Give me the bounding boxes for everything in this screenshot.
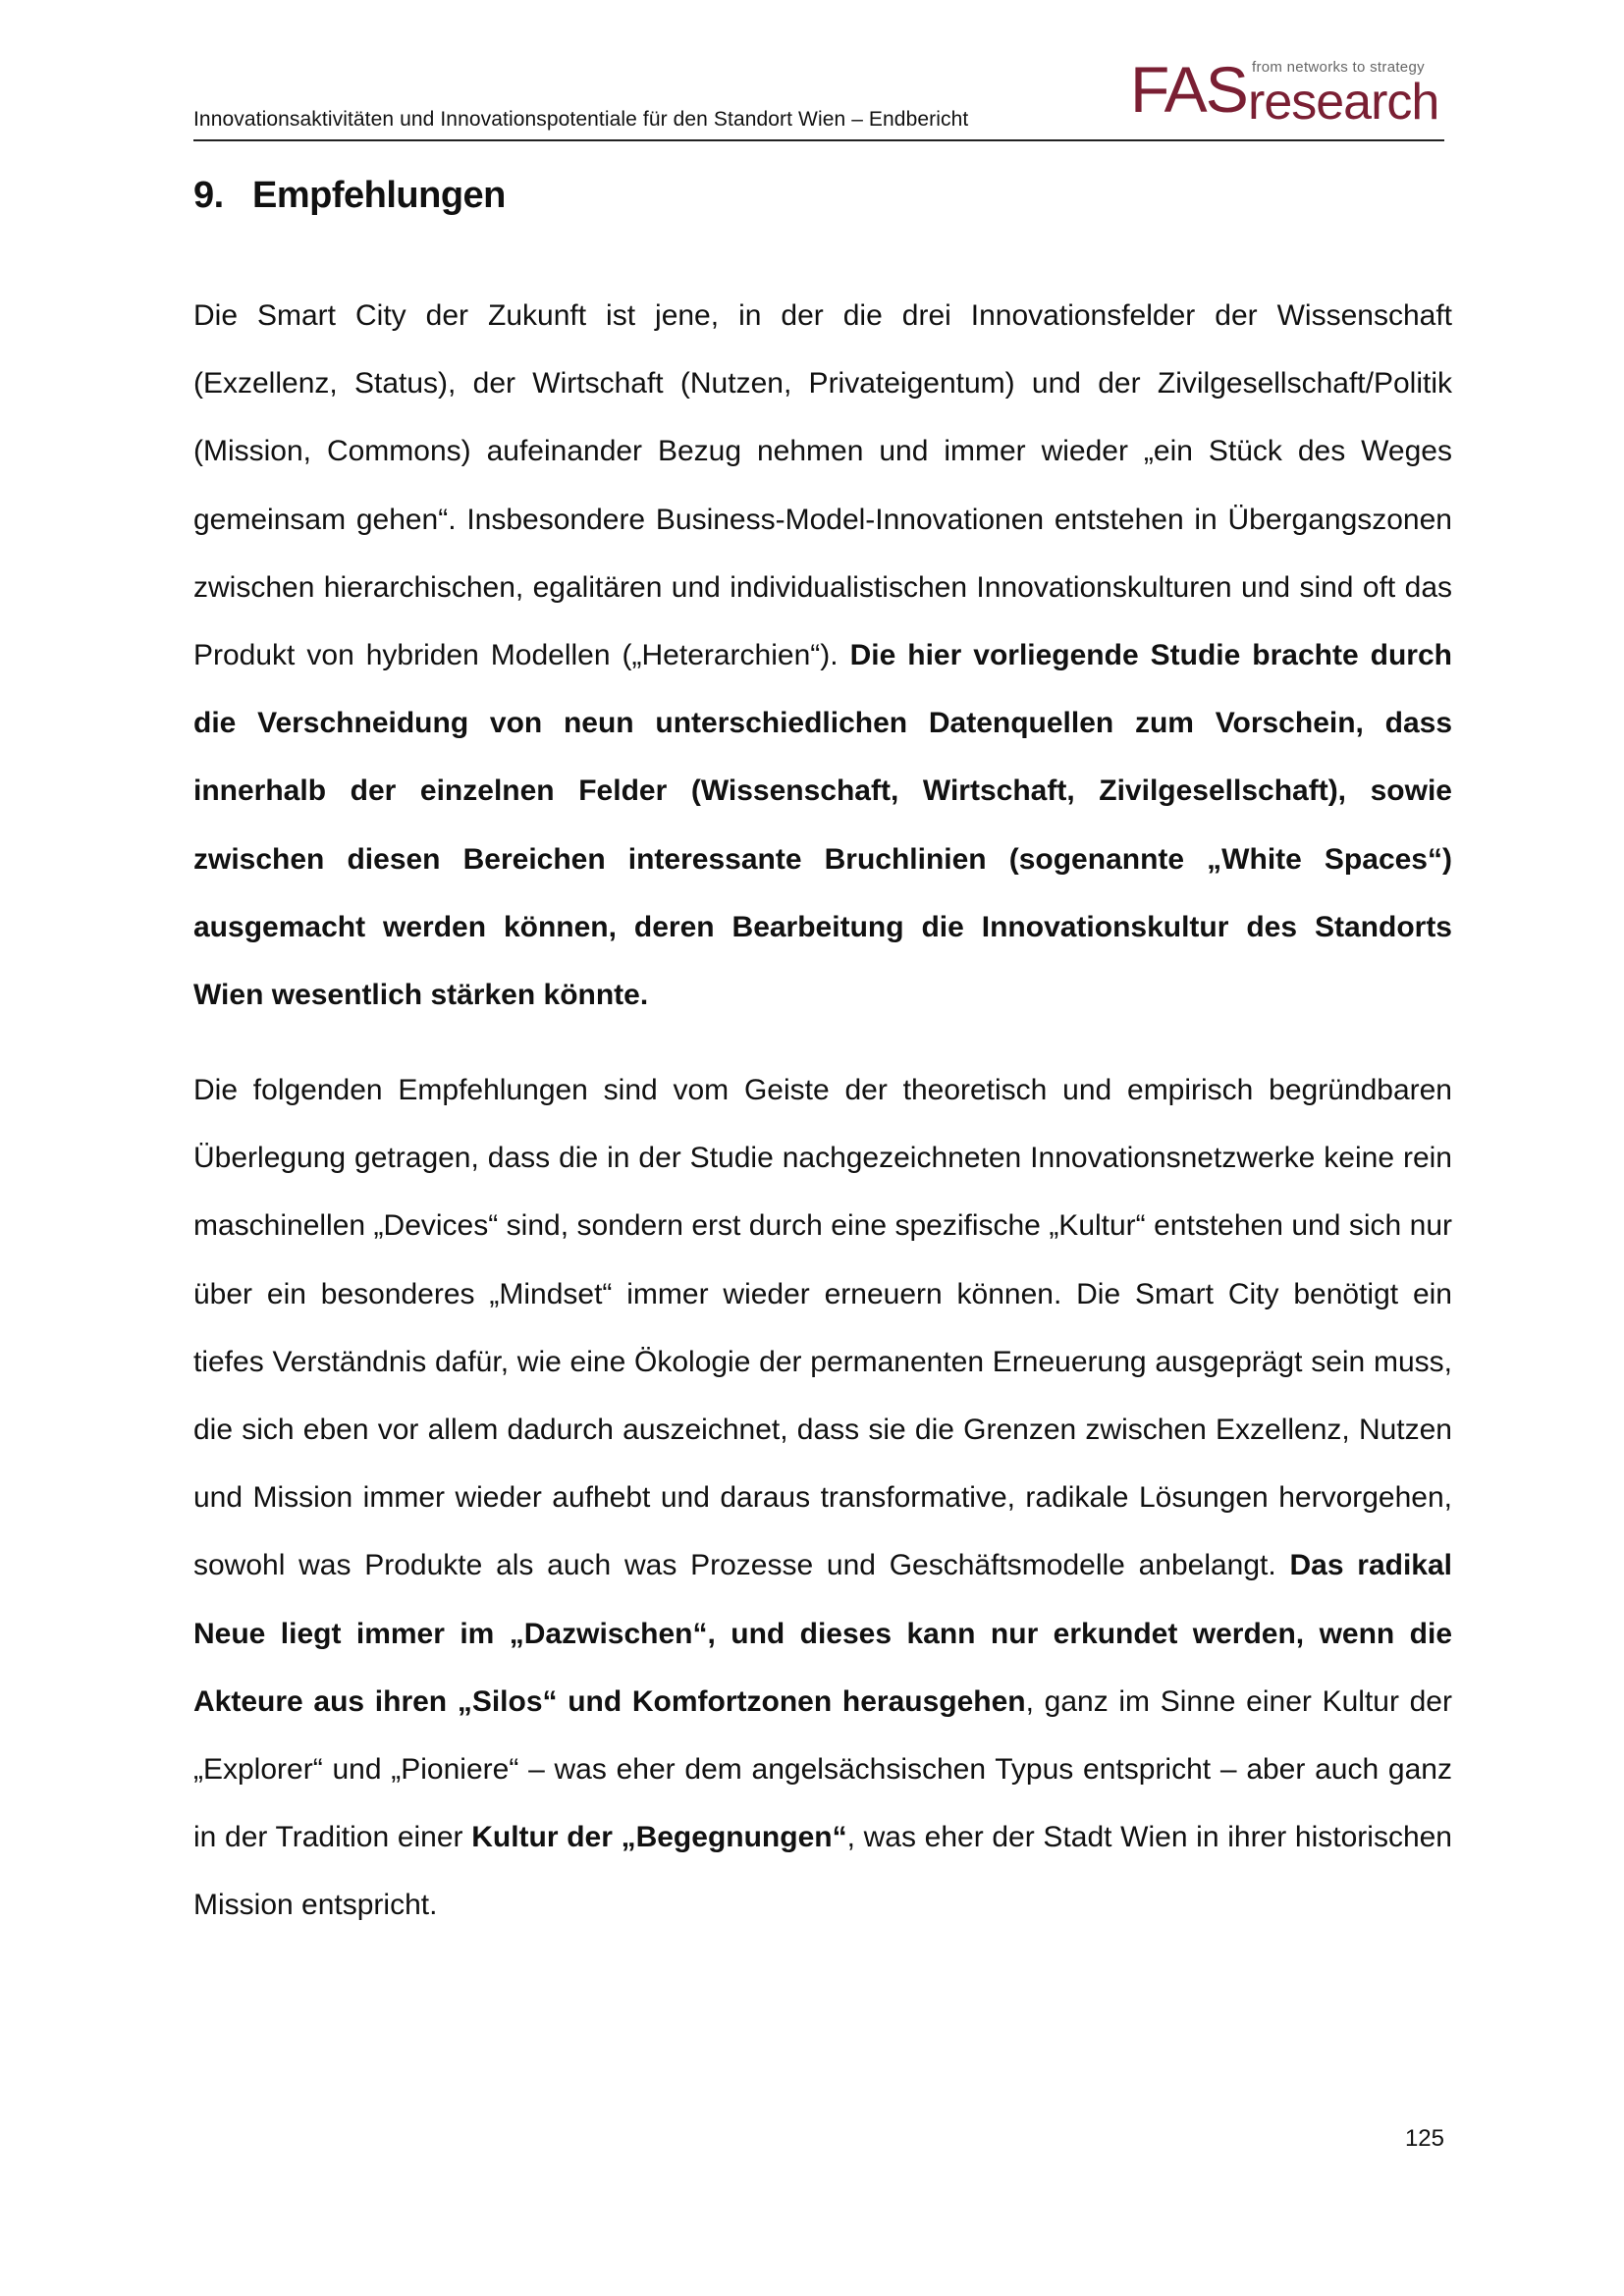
logo-fas-text: FAS: [1130, 53, 1247, 126]
paragraph-1: [193, 282, 1452, 1029]
p2-run-4-bold: Kultur der „Begegnungen“: [471, 1821, 847, 1854]
p2-run-1: Die folgenden Empfehlungen sind vom Geiste der theoretisch und empirisch begründbaren Überlegung getragen, dass die in der Studie nachgezeichneten Innovationsnetzwerke keine rein maschinellen „Devices“ sind, sondern erst durch eine spezifische „Kultur“ entstehen und sich nur über ein besonderes „Mindset“ immer wieder erneuern können. Die Smart City benötigt ein tiefes Verständnis dafür, wie eine Ökologie der permanenten Erneuerung ausgeprägt sein muss, die sich eben vor allem dadurch auszeichnet, dass sie die Grenzen zwischen Exzellenz, Nutzen und Mission immer wieder aufhebt und daraus transformative, radikale Lösungen hervorgehen, sowohl was Produkte als auch was Prozesse und Geschäftsmodelle anbelangt.: [193, 1074, 1452, 1582]
p2-run-3: , ganz im Sinne einer Kultur der „Explorer“ und „Pioniere“ – was eher dem angelsächsischen Typus entspricht – aber auch ganz in der Tradition einer: [193, 1684, 1452, 1854]
p2-run-5: , was eher der Stadt Wien in ihrer historischen Mission entspricht.: [193, 1821, 1452, 1922]
section-title: Empfehlungen: [252, 175, 506, 216]
header-title: Innovationsaktivitäten und Innovationspotentiale für den Standort Wien – Endbericht: [193, 108, 969, 131]
p1-run-1: Die Smart City der Zukunft ist jene, in der die drei Innovationsfelder der Wissenschaft (Exzellenz, Status), der Wirtschaft (Nutzen, Privateigentum) und der Zivilgesellschaft/Politik (Mission, Commons) aufeinander Bezug nehmen und immer wieder „ein Stück des Weges gemeinsam gehen“. Insbesondere Business-Model-Innovationen entstehen in Übergangszonen zwischen hierarchischen, egalitären und individualistischen Innovationskulturen und sind oft das Produkt von hybriden Modellen („Heterarchien“).: [193, 299, 1452, 672]
section-number: 9.: [193, 175, 224, 216]
logo-research-text: research: [1248, 74, 1439, 131]
p1-run-2-bold: Die hier vorliegende Studie brachte durch die Verschneidung von neun unterschiedlichen Datenquellen zum Vorschein, dass innerhalb der einzelnen Felder (Wissenschaft, Wirtschaft, Zivilgesellschaft), sowie zwischen diesen Bereichen interessante Bruchlinien (sogenannte „White Spaces“) ausgemacht werden können, deren Bearbeitung die Innovationskultur des Standorts Wien wesentlich stärken könnte.: [193, 639, 1452, 1012]
page-number: 125: [1404, 2125, 1444, 2152]
paragraph-2: [193, 1056, 1452, 1940]
section-heading: [193, 175, 506, 217]
logo-tagline: from networks to strategy: [1252, 59, 1425, 76]
fas-research-logo: [1130, 51, 1444, 130]
page-header: [193, 51, 1444, 141]
p2-run-2-bold: Das radikal Neue liegt immer im „Dazwischen“, und dieses kann nur erkundet werden, wenn die Akteure aus ihren „Silos“ und Komfortzonen herausgehen: [193, 1549, 1452, 1718]
